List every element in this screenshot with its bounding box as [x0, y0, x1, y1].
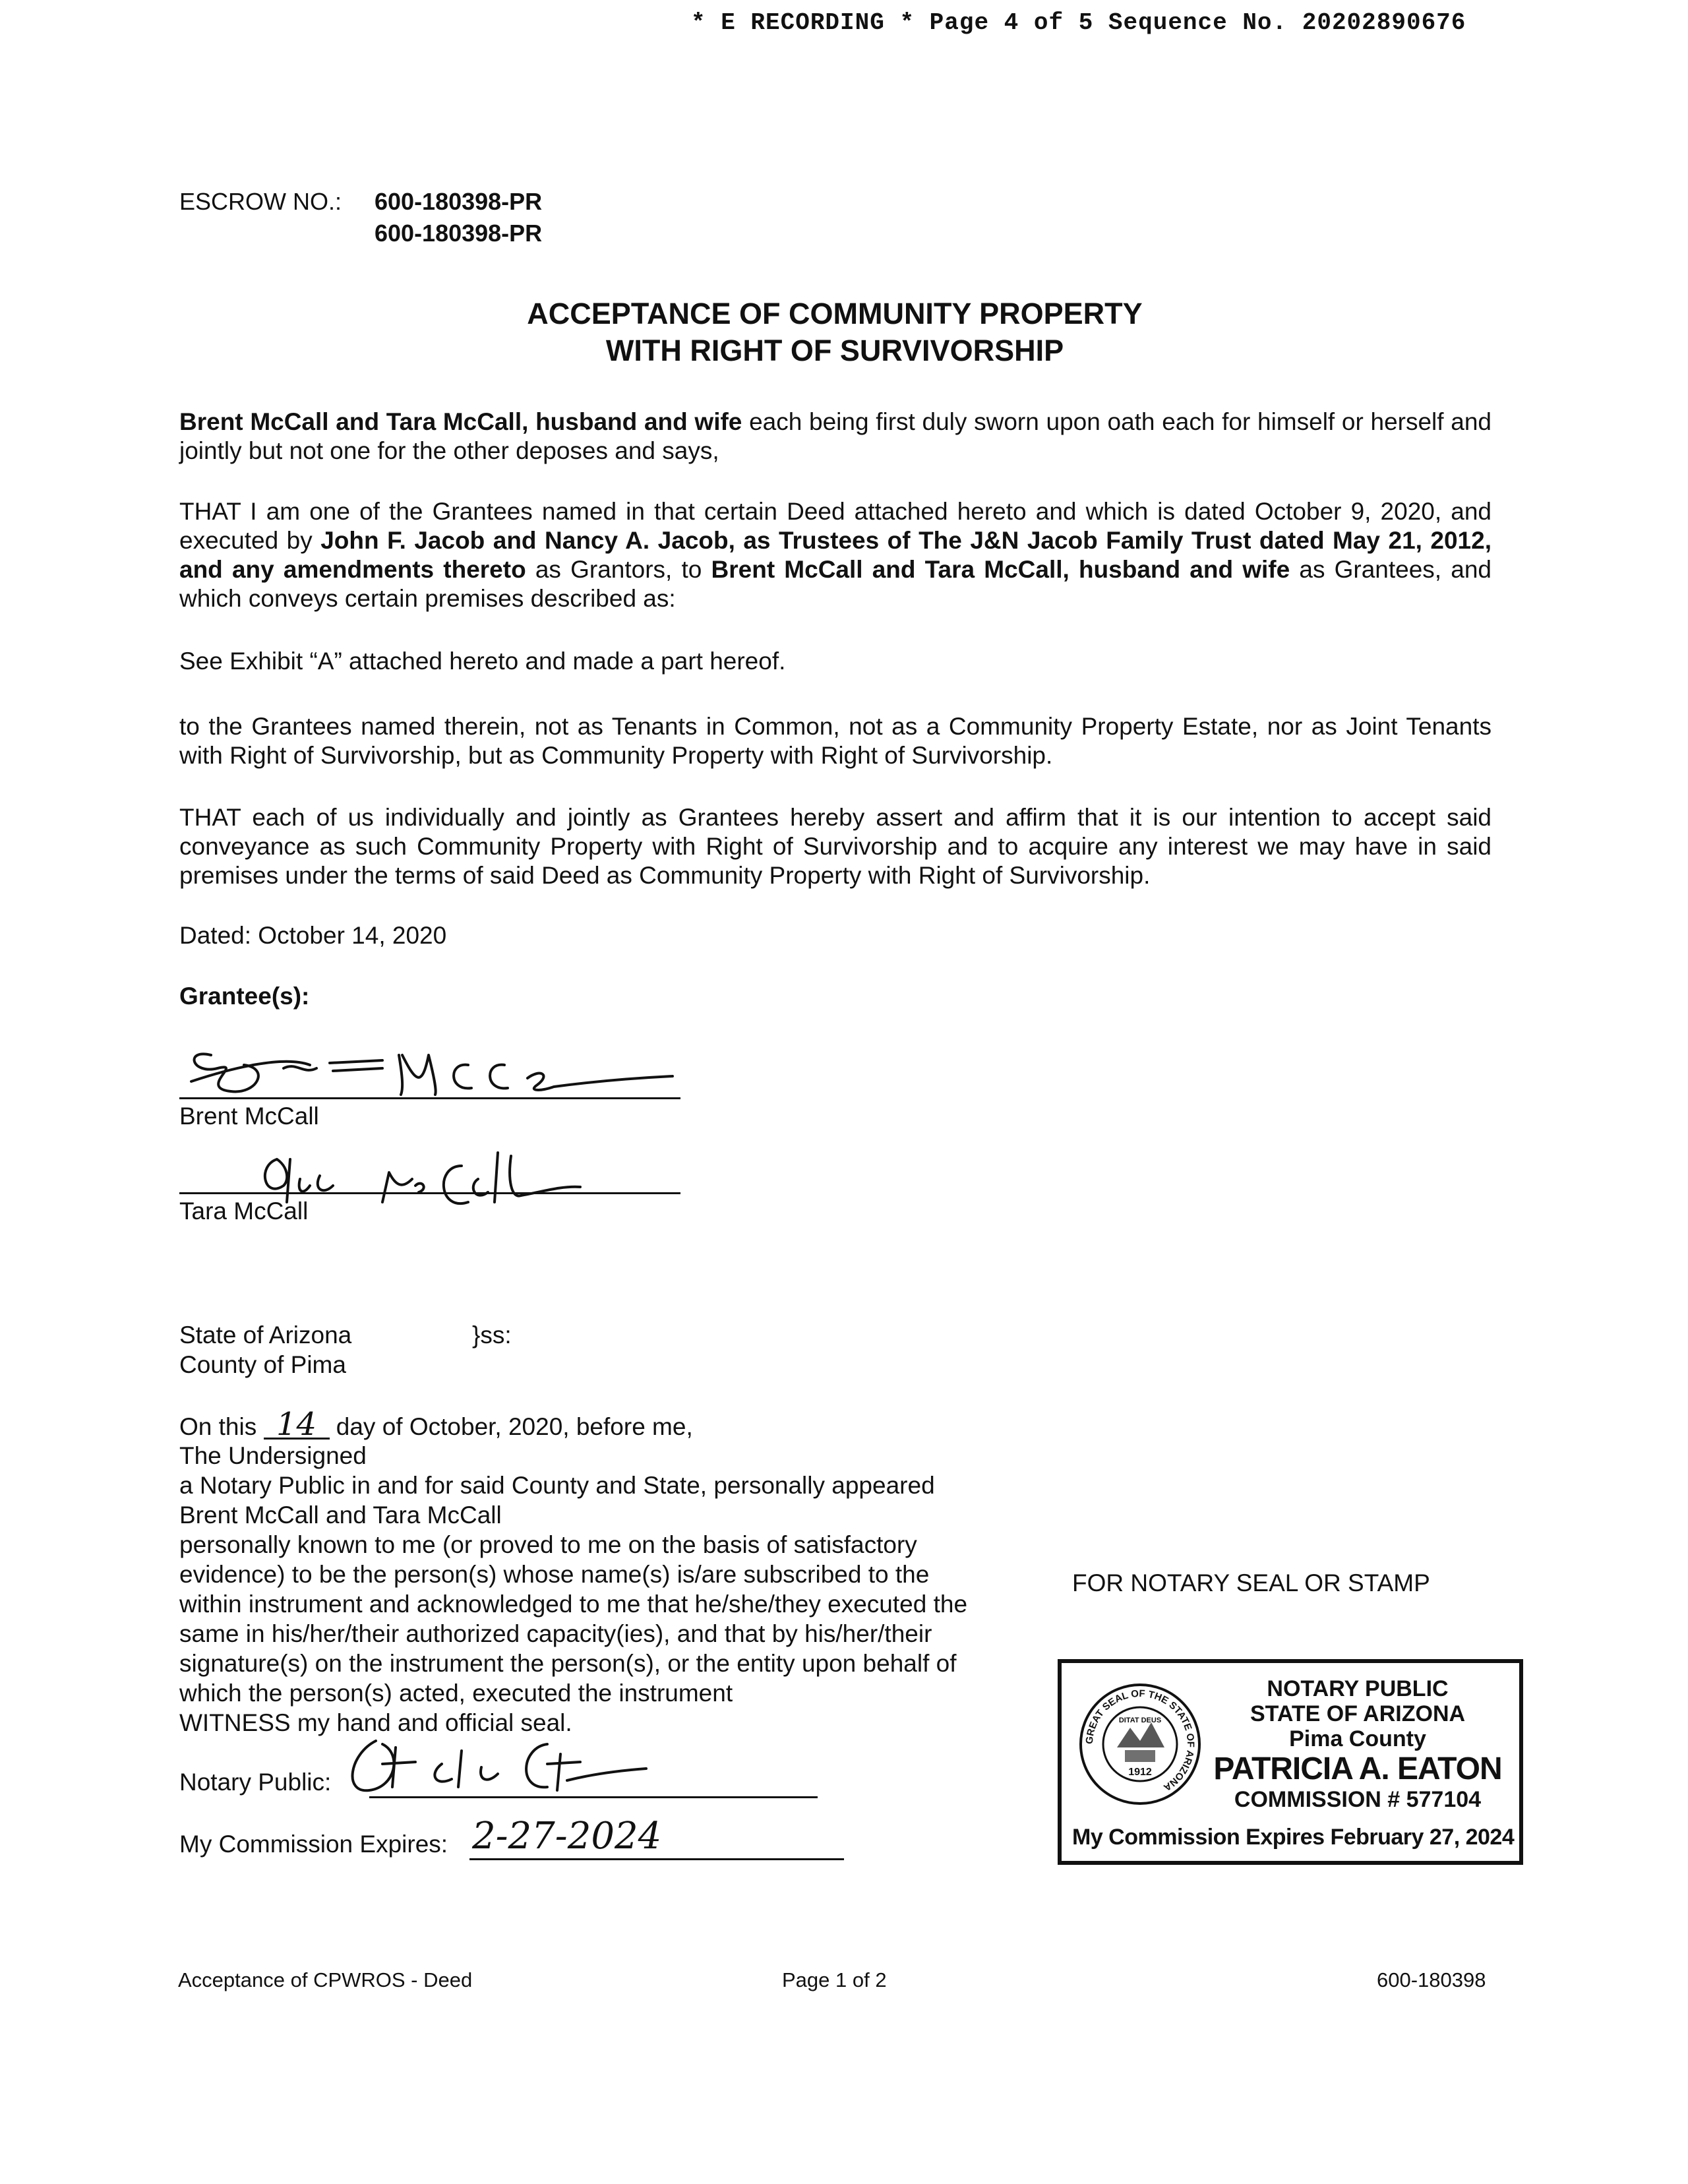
day-handwritten: 14 [264, 1411, 330, 1440]
paragraph-deposition [179, 408, 1492, 466]
notary-line-2: Brent McCall and Tara McCall [179, 1502, 502, 1529]
notary-line-9: WITNESS my hand and official seal. [179, 1709, 572, 1736]
stamp-line-1: NOTARY PUBLIC [1267, 1676, 1449, 1701]
deposition-text: each being first duly sworn upon oath each for himself or herself and jointly but not one for the other deposes and says, [179, 408, 1492, 464]
stamp-notary-name: PATRICIA A. EATON [1213, 1751, 1502, 1786]
notary-ss: }ss: [472, 1321, 512, 1349]
seal-motto: DITAT DEUS [1118, 1716, 1162, 1724]
escrow-number-1: 600-180398-PR [375, 188, 543, 215]
seal-caption: FOR NOTARY SEAL OR STAMP [1072, 1569, 1430, 1596]
title-line-2: WITH RIGHT OF SURVIVORSHIP [605, 334, 1064, 367]
paragraph-exhibit: See Exhibit “A” attached hereto and made a part hereof. [179, 648, 786, 675]
notary-acknowledgment [179, 1441, 1037, 1738]
commission-expires-handwritten: 2-27-2024 [472, 1815, 662, 1858]
notary-on-this-line [179, 1406, 693, 1443]
on-this-suffix: day of October, 2020, before me, [329, 1413, 693, 1440]
grantors-names: John F. Jacob and Nancy A. Jacob, as Trustees of The J&N Jacob Family Trust dated May 21, 2012, and any amendments thereto [179, 527, 1492, 583]
paragraph-deed [179, 497, 1492, 613]
title-line-1: ACCEPTANCE OF COMMUNITY PROPERTY [527, 297, 1143, 330]
escrow-label: ESCROW NO.: [179, 188, 342, 215]
notary-signature [330, 1728, 699, 1800]
notary-line-4: evidence) to be the person(s) whose name(s) is/are subscribed to the [179, 1561, 930, 1588]
escrow-number-2: 600-180398-PR [375, 220, 543, 247]
notary-line-6: same in his/her/their authorized capacity(ies), and that by his/her/their [179, 1620, 932, 1647]
footer-right: 600-180398 [1377, 1968, 1486, 1991]
grantees-heading: Grantee(s): [179, 983, 310, 1010]
document-title [0, 295, 1670, 369]
notary-public-label: Notary Public: [179, 1769, 332, 1796]
notary-line-7: signature(s) on the instrument the person(s), or the entity upon behalf of [179, 1650, 957, 1677]
notary-stamp [1058, 1659, 1523, 1865]
seal-ring-text: GREAT SEAL OF THE STATE OF ARIZONA [1083, 1687, 1197, 1794]
commission-expires-label: My Commission Expires: [179, 1831, 448, 1858]
notary-line-3: personally known to me (or proved to me on the basis of satisfactory [179, 1531, 917, 1558]
recording-header: * E RECORDING * Page 4 of 5 Sequence No. 20202890676 [691, 9, 1466, 36]
commission-expires-line [469, 1858, 844, 1860]
stamp-line-2: STATE OF ARIZONA [1250, 1701, 1466, 1726]
dated-line: Dated: October 14, 2020 [179, 922, 447, 949]
grantees-names-2: Brent McCall and Tara McCall, husband and wife [711, 556, 1290, 583]
grantee-name-1: Brent McCall [179, 1103, 319, 1130]
signature-line-2 [179, 1192, 680, 1194]
footer-left: Acceptance of CPWROS - Deed [178, 1968, 473, 1991]
notary-state: State of Arizona [179, 1321, 352, 1349]
deed-text-a: THAT I am one of the Grantees named in that certain Deed attached hereto and which is dated October 9, 2020, and executed by [179, 498, 1492, 554]
seal-year: 1912 [1128, 1767, 1152, 1778]
notary-line-5: within instrument and acknowledged to me that he/she/they executed the [179, 1591, 968, 1618]
escrow-block [179, 186, 542, 249]
stamp-text [1204, 1676, 1511, 1812]
state-seal-emblem [1077, 1682, 1203, 1807]
stamp-expires: My Commission Expires February 27, 2024 [1072, 1825, 1515, 1850]
notary-signature-line [369, 1796, 818, 1798]
grantees-names: Brent McCall and Tara McCall, husband and wife [179, 408, 742, 435]
notary-line-1: a Notary Public in and for said County and State, personally appeared [179, 1472, 935, 1499]
stamp-commission: COMMISSION # 577104 [1234, 1787, 1482, 1812]
grantee-name-2: Tara McCall [179, 1198, 309, 1225]
signature-line-1 [179, 1097, 680, 1099]
paragraph-tenancy: to the Grantees named therein, not as Tenants in Common, not as a Community Property Estate, nor as Joint Tenants with Right of Survivorship, but as Community Property with Right of Survivorship. [179, 713, 1492, 769]
paragraph-affirmation: THAT each of us individually and jointly as Grantees hereby assert and affirm that it is our intention to accept said conveyance as such Community Property with Right of Survivorship and to acquire any interest we may have in said premises under the terms of said Deed as Community Property with Right of Survivorship. [179, 804, 1492, 889]
notary-county: County of Pima [179, 1351, 346, 1378]
notary-undersigned: The Undersigned [179, 1442, 367, 1469]
notary-line-8: which the person(s) acted, executed the instrument [179, 1680, 733, 1707]
deed-text-c: as Grantors, to [526, 556, 711, 583]
deed-text-e: as Grantees, and which conveys certain premises described as: [179, 556, 1492, 612]
on-this-prefix: On this [179, 1413, 264, 1440]
stamp-line-3: Pima County [1289, 1726, 1426, 1751]
footer-page-number: Page 1 of 2 [782, 1968, 887, 1991]
brent-signature [171, 1029, 686, 1108]
